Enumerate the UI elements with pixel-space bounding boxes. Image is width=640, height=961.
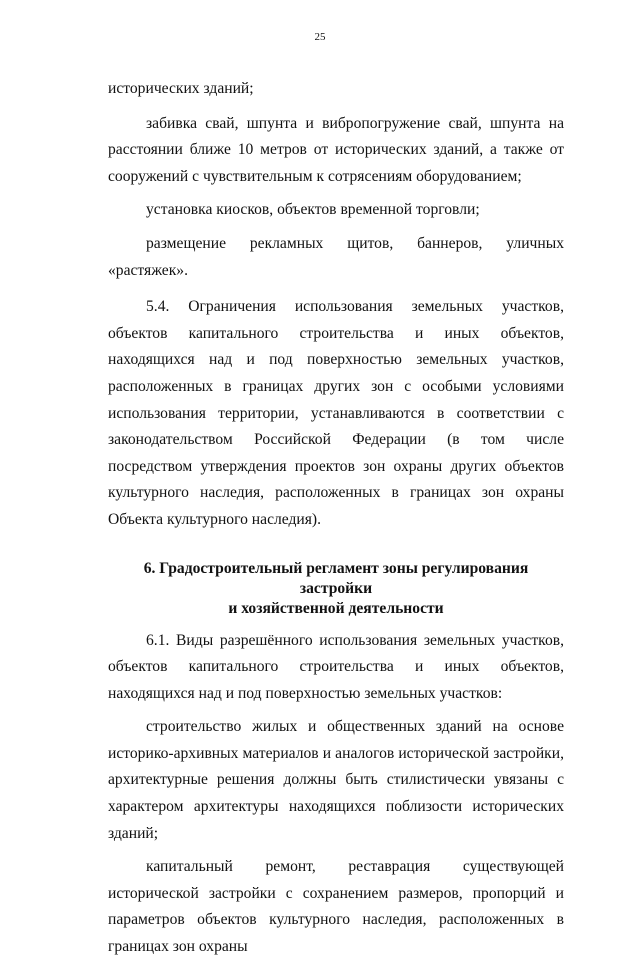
paragraph-6-1: 6.1. Виды разрешённого использования земельных участков, объектов капитального строительства и иных объектов, находящихся над и под поверхностью земельных участков: <box>108 631 564 702</box>
section-heading <box>108 559 564 619</box>
paragraph-5-4: 5.4. Ограничения использования земельных участков, объектов капитального строительства и иных объектов, находящихся над и под поверхностью земельных участков, расположенных в границах других зон с особыми условиями использования территории, устанавливаются в соответствии с законодательством Российской Федерации (в том числе посредством утверждения проектов зон охраны других объектов культурного наследия, расположенных в границах зон охраны Объекта культурного наследия). <box>108 298 564 528</box>
section-heading-line2: и хозяйственной деятельности <box>228 599 444 617</box>
section-heading-line1: 6. Градостроительный регламент зоны регулирования застройки <box>143 559 529 597</box>
paragraph-kiosks: установка киосков, объектов временной торговли; <box>146 201 480 219</box>
page-number: 25 <box>314 31 326 43</box>
paragraph-construction: строительство жилых и общественных зданий на основе историко-архивных материалов и аналогов исторической застройки, архитектурные решения должны быть стилистически увязаны с характером архитектуры находящихся поблизости исторических зданий; <box>108 718 564 842</box>
paragraph-continuation: исторических зданий; <box>108 80 254 97</box>
paragraph-billboards: размещение рекламных щитов, баннеров, уличных «растяжек». <box>108 234 564 279</box>
paragraph-pile-driving: забивка свай, шпунта и вибропогружение свай, шпунта на расстоянии ближе 10 метров от исторических зданий, а также от сооружений с чувствительным к сотрясениям оборудованием; <box>108 114 564 185</box>
document-body <box>108 76 564 961</box>
paragraph-restoration: капитальный ремонт, реставрация существующей исторической застройки с сохранением размеров, пропорций и параметров объектов культурного наследия, расположенных в границах зон охраны <box>108 858 564 956</box>
